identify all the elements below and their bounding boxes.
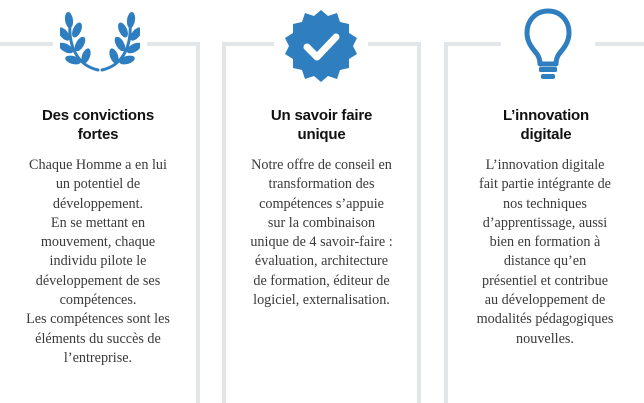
card-savoir-faire (222, 42, 421, 403)
lightbulb-icon (501, 4, 595, 94)
card-text-line: compétences. (59, 292, 137, 309)
card-text-line: Notre offre de conseil en (251, 157, 392, 173)
card-convictions (0, 42, 200, 403)
card-title (448, 106, 644, 144)
card-text-line: En se mettant en (50, 214, 146, 231)
card-text-line: modalités pédagogiques (476, 311, 614, 328)
card-text-line: mouvement, chaque (40, 234, 156, 251)
card-title-line: L’innovation (503, 107, 589, 124)
card-title-line: fortes (77, 126, 119, 143)
card-text-line: l’entreprise. (63, 349, 133, 366)
card-text-line: présentiel et contribue (481, 272, 609, 289)
card-text-line: fait partie intégrante de (479, 176, 611, 193)
card-text-line: d’apprentissage, aussi (482, 214, 608, 231)
card-text-line: évaluation, architecture (254, 253, 389, 270)
card-text-line: un potentiel de (55, 176, 141, 193)
card-title-line: unique (297, 126, 346, 143)
card-title-line: Un savoir faire (270, 107, 373, 124)
card-text-line: L’innovation digitale (485, 157, 605, 173)
card-text-line: éléments du succès de (35, 330, 161, 347)
card-title-line: Des convictions (41, 107, 155, 124)
check-badge-icon (274, 4, 368, 94)
card-text-line: nouvelles. (516, 330, 574, 347)
card-description (446, 156, 644, 349)
card-text-line: développement. (52, 195, 144, 212)
laurel-wreath-icon (53, 4, 147, 94)
card-description (222, 156, 421, 310)
card-text-line: nos techniques (503, 195, 587, 212)
card-text-line: Chaque Homme a en lui (29, 157, 167, 173)
card-text-line: Les compétences sont les (26, 311, 170, 328)
card-text-line: transformation des (268, 176, 375, 193)
card-text-line: bien en formation à (489, 234, 601, 251)
card-innovation (444, 42, 644, 403)
card-title (226, 106, 417, 144)
card-text-line: au développement de (484, 292, 606, 309)
card-title (0, 106, 196, 144)
card-text-line: logiciel, externalisation. (253, 292, 390, 309)
card-text-line: compétences s’appuie (259, 195, 384, 212)
card-text-line: unique de 4 savoir-faire : (250, 234, 393, 251)
card-text-line: distance qu’en (503, 253, 587, 270)
card-description (0, 156, 196, 368)
card-title-line: digitale (520, 126, 572, 143)
card-text-line: de formation, éditeur de (253, 272, 390, 289)
card-text-line: développement de ses (35, 272, 161, 289)
card-text-line: individu pilote le (49, 253, 147, 270)
card-text-line: sur la combinaison (267, 214, 376, 231)
